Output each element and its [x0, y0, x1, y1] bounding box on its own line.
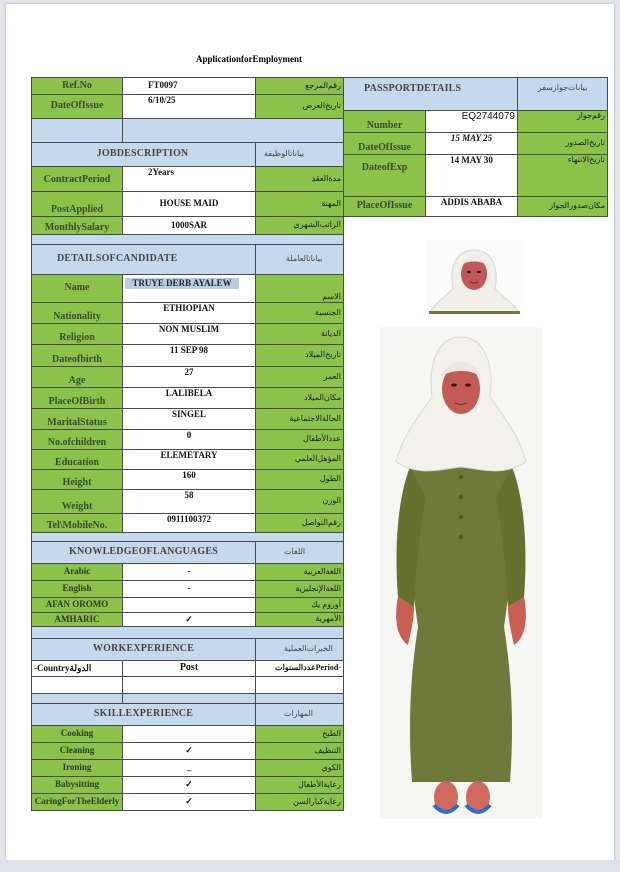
work-col-country: -Countryالدولة	[32, 661, 123, 677]
name-text: TRUYE DERB AYALEW	[125, 278, 239, 289]
candidate-height-value: 160	[123, 470, 256, 490]
blank-cell	[32, 119, 123, 143]
passport-issue-ar: تاريخ‌الصدور	[518, 133, 608, 155]
portrait-illustration	[425, 240, 524, 314]
language-amharic-value: ✓	[123, 613, 256, 627]
candidate-dateofbirth-label: Dateofbirth	[32, 345, 123, 367]
skill-ironing-value: _	[123, 760, 256, 777]
candidate-placeofbirth-ar: مكان‌الميلاد	[256, 388, 344, 409]
language-afan-oromo-label: AFAN OROMO	[32, 598, 123, 613]
spacer-row	[32, 235, 344, 245]
languages-header: KNOWLEDGEOFLANGUAGES	[32, 542, 256, 564]
candidate-tel-mobileno--ar: رقم‌التواصل	[256, 514, 344, 533]
skill-ironing-ar: الكوي	[256, 760, 344, 777]
candidate-nationality-value: ETHIOPIAN	[123, 303, 256, 324]
candidate-no-ofchildren-label: No.ofchildren	[32, 430, 123, 450]
skill-cleaning-value: ✓	[123, 743, 256, 760]
candidate-nationality-label: Nationality	[32, 303, 123, 324]
left-form-table	[31, 77, 344, 811]
work-cell	[256, 677, 344, 694]
skill-rows	[32, 726, 344, 811]
portrait-photo	[425, 240, 524, 314]
skill-babysitting-value: ✓	[123, 777, 256, 794]
candidate-placeofbirth-label: PlaceOfBirth	[32, 388, 123, 409]
spacer-cell	[32, 694, 123, 704]
candidate-religion-ar: الديانة	[256, 324, 344, 345]
name-value	[123, 275, 256, 303]
language-amharic-label: AMHARIC	[32, 613, 123, 627]
passport-exp-ar: تاريخ‌الانتهاء	[518, 155, 608, 197]
spacer-cell	[123, 694, 256, 704]
post-applied-value: HOUSE MAID	[123, 192, 256, 217]
spacer-cell	[256, 694, 344, 704]
passport-place-value: ADDIS ABABA	[426, 197, 518, 217]
candidate-weight-ar: الوزن	[256, 490, 344, 514]
skill-babysitting-ar: رعاية‌الأطفال	[256, 777, 344, 794]
name-ar: الاسم	[256, 275, 344, 303]
work-col-post: Post	[123, 661, 256, 677]
candidate-tel-mobileno--label: Tel\MobileNo.	[32, 514, 123, 533]
skill-cooking-label: Cooking	[32, 726, 123, 743]
skills-header: SKILLEXPERIENCE	[32, 704, 256, 726]
language-amharic-ar: الأمهرية	[256, 613, 344, 627]
candidate-religion-label: Religion	[32, 324, 123, 345]
passport-place-label: PlaceOfIssue	[344, 197, 426, 217]
language-english-value: -	[123, 581, 256, 598]
candidate-no-ofchildren-ar: عددالأطفال	[256, 430, 344, 450]
skill-caringfortheelderly-value: ✓	[123, 794, 256, 811]
blank-cell	[123, 119, 344, 143]
page-bottom-bar	[0, 860, 620, 872]
language-english-label: English	[32, 581, 123, 598]
date-issue-value: 6/10/25	[123, 95, 256, 119]
candidate-height-label: Height	[32, 470, 123, 490]
passport-exp-value: 14 MAY 30	[426, 155, 518, 197]
spacer-row	[32, 533, 344, 542]
passport-header-ar: بيانات‌جواز‌سفر	[518, 78, 608, 111]
candidate-maritalstatus-label: MaritalStatus	[32, 409, 123, 430]
date-issue-ar: تاريخ‌العرض	[256, 95, 344, 119]
candidate-no-ofchildren-value: 0	[123, 430, 256, 450]
passport-place-ar: مكان‌صدور‌الجواز	[518, 197, 608, 217]
page-title: ApplicationforEmployment	[195, 54, 302, 64]
language-arabic-label: Arabic	[32, 564, 123, 581]
post-applied-ar: المهنة	[256, 192, 344, 217]
date-issue-label: DateOfIssue	[32, 95, 123, 119]
name-label: Name	[32, 275, 123, 303]
candidate-nationality-ar: الجنسية	[256, 303, 344, 324]
candidate-header: DETAILSOFCANDIDATE	[32, 245, 256, 275]
contract-period-label: ContractPeriod	[32, 167, 123, 192]
skill-cleaning-label: Cleaning	[32, 743, 123, 760]
candidate-maritalstatus-value: SINGEL	[123, 409, 256, 430]
passport-issue-label: DateOfIssue	[344, 133, 426, 155]
job-description-header-ar: بياناتالوظيفة	[256, 143, 344, 167]
monthly-salary-label: MonthlySalary	[32, 217, 123, 235]
monthly-salary-ar: الراتب‌الشهري	[256, 217, 344, 235]
work-header-ar: الخبرات‌العملية	[256, 639, 344, 661]
contract-period-value: 2Years	[123, 167, 256, 192]
passport-number-value: EQ2744079	[426, 111, 518, 133]
ref-no-label: Ref.No	[32, 78, 123, 95]
work-cell	[32, 677, 123, 694]
candidate-education-ar: المؤهل‌العلمي	[256, 450, 344, 470]
full-body-illustration	[380, 327, 542, 819]
spacer-row	[32, 627, 344, 639]
monthly-salary-value: 1000SAR	[123, 217, 256, 235]
skill-caringfortheelderly-label: CaringForTheElderly	[32, 794, 123, 811]
candidate-weight-label: Weight	[32, 490, 123, 514]
candidate-tel-mobileno--value: 0911100372	[123, 514, 256, 533]
post-applied-label: PostApplied	[32, 192, 123, 217]
candidate-education-label: Education	[32, 450, 123, 470]
candidate-age-ar: العمر	[256, 367, 344, 388]
skills-header-ar: المهارات	[256, 704, 344, 726]
passport-exp-label: DateofExp	[344, 155, 426, 197]
passport-number-label: Number	[344, 111, 426, 133]
skill-cleaning-ar: التنظيف	[256, 743, 344, 760]
skill-cooking-ar: الطبخ	[256, 726, 344, 743]
language-english-ar: اللغة‌الإنجليزية	[256, 581, 344, 598]
language-afan-oromo-value	[123, 598, 256, 613]
candidate-height-ar: الطول	[256, 470, 344, 490]
candidate-dateofbirth-ar: تاريخ‌الميلاد	[256, 345, 344, 367]
candidate-header-ar: بياناتالعاملة	[256, 245, 344, 275]
full-body-photo	[380, 327, 542, 819]
candidate-age-label: Age	[32, 367, 123, 388]
contract-period-ar: مدةالعقد	[256, 167, 344, 192]
candidate-rows	[32, 303, 344, 533]
candidate-religion-value: NON MUSLIM	[123, 324, 256, 345]
languages-header-ar: اللغات	[256, 542, 344, 564]
candidate-placeofbirth-value: LALIBELA	[123, 388, 256, 409]
skill-cooking-value	[123, 726, 256, 743]
candidate-age-value: 27	[123, 367, 256, 388]
language-arabic-value: -	[123, 564, 256, 581]
passport-issue-value: 15 MAY 25	[426, 133, 518, 155]
work-col-period: عددالسنوات‌Period-	[256, 661, 344, 677]
skill-caringfortheelderly-ar: رعاية‌كبار‌السن	[256, 794, 344, 811]
passport-number-ar: رقم‌جواز	[518, 111, 608, 133]
passport-header: PASSPORTDETAILS	[344, 78, 518, 111]
skill-ironing-label: Ironing	[32, 760, 123, 777]
language-afan-oromo-ar: أوروم يك	[256, 598, 344, 613]
candidate-dateofbirth-value: 11 SEP 98	[123, 345, 256, 367]
language-arabic-ar: اللغة‌العربية	[256, 564, 344, 581]
passport-table	[343, 77, 608, 217]
candidate-maritalstatus-ar: الحالة‌الاجتماعية	[256, 409, 344, 430]
candidate-weight-value: 58	[123, 490, 256, 514]
language-rows	[32, 564, 344, 627]
work-cell	[123, 677, 256, 694]
candidate-education-value: ELEMETARY	[123, 450, 256, 470]
job-description-header: JOBDESCRIPTION	[32, 143, 256, 167]
skill-babysitting-label: Babysitting	[32, 777, 123, 794]
ref-no-ar: رقم‌المرجع	[256, 78, 344, 95]
ref-no-value: FT0097	[123, 78, 256, 95]
work-header: WORKEXPERIENCE	[32, 639, 256, 661]
